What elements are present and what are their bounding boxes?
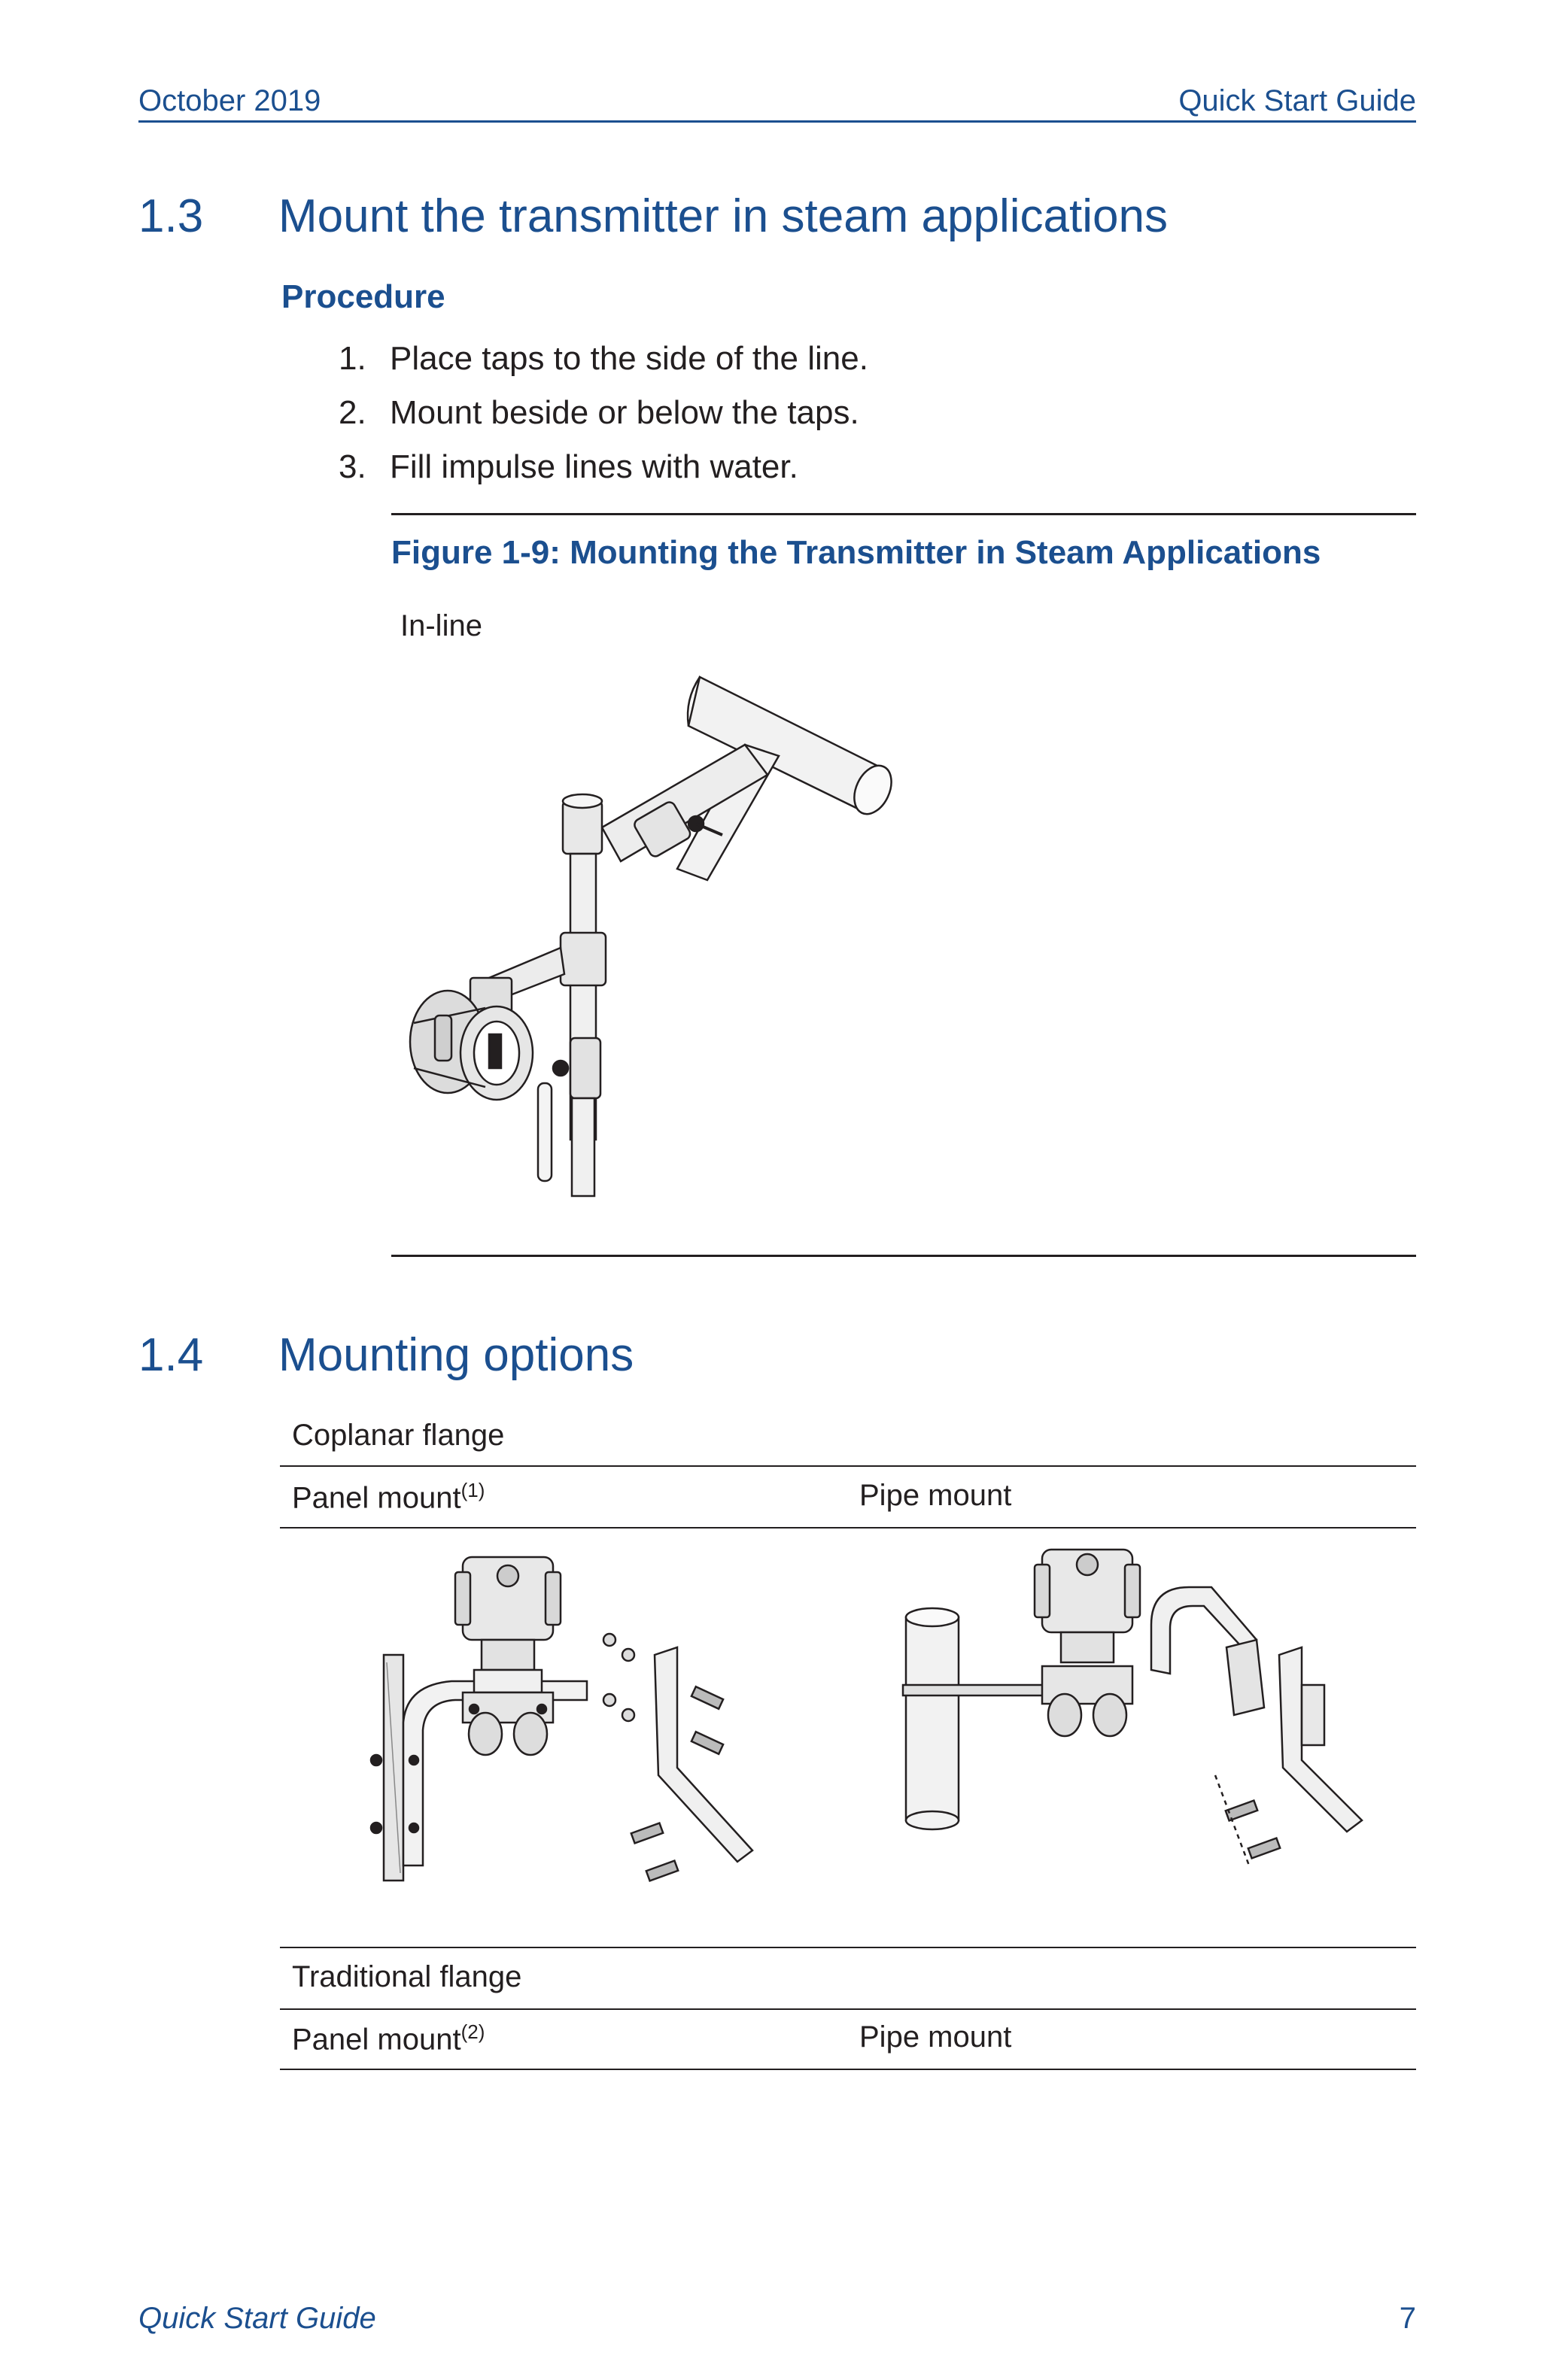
table-rule (280, 2008, 1416, 2010)
step-number: 1. (339, 340, 366, 377)
panel-mount-label: Panel mount$^{(1)}$ (292, 1479, 485, 1515)
step-item (339, 340, 868, 378)
traditional-flange-heading: Traditional flange (292, 1960, 522, 1993)
table-rule (280, 1947, 1416, 1948)
footnote-ref[interactable]: (1) (460, 1479, 485, 1501)
figure-caption: Figure 1-9: Mounting the Transmitter in Steam Applications (391, 534, 1321, 571)
step-number: 3. (339, 448, 366, 485)
figure-label: In-line (400, 609, 482, 642)
section-title: Mounting options (278, 1329, 634, 1381)
step-number: 2. (339, 394, 366, 431)
coplanar-panel-mount-illustration (361, 1542, 813, 1896)
table-rule (280, 2069, 1416, 2070)
step-text: Fill impulse lines with water. (390, 448, 798, 485)
pipe-mount-label: Pipe mount (859, 2020, 1012, 2054)
pipe-mount-label: Pipe mount (859, 1479, 1012, 1512)
header-date: October 2019 (138, 84, 321, 117)
step-text: Mount beside or below the taps. (390, 394, 859, 431)
section-number: 1.3 (138, 190, 204, 242)
section-number: 1.4 (138, 1329, 204, 1381)
procedure-heading: Procedure (281, 278, 445, 315)
figure-bottom-rule (391, 1255, 1416, 1257)
header-guide-title: Quick Start Guide (1178, 84, 1416, 117)
table-rule (280, 1527, 1416, 1528)
footnote-ref[interactable]: (2) (460, 2020, 485, 2043)
section-title: Mount the transmitter in steam applications (278, 190, 1168, 242)
footer-title: Quick Start Guide (138, 2302, 376, 2335)
figure-top-rule (391, 513, 1416, 515)
coplanar-pipe-mount-illustration (895, 1535, 1392, 1896)
steam-inline-illustration (391, 662, 903, 1204)
step-text: Place taps to the side of the line. (390, 340, 868, 377)
coplanar-flange-heading: Coplanar flange (292, 1419, 505, 1452)
page-header (138, 80, 1416, 123)
table-rule (280, 1465, 1416, 1467)
panel-mount-label: Panel mount$^{(2)}$ (292, 2020, 485, 2057)
page-number: 7 (1399, 2302, 1416, 2335)
step-item (339, 394, 859, 432)
step-item (339, 448, 798, 486)
